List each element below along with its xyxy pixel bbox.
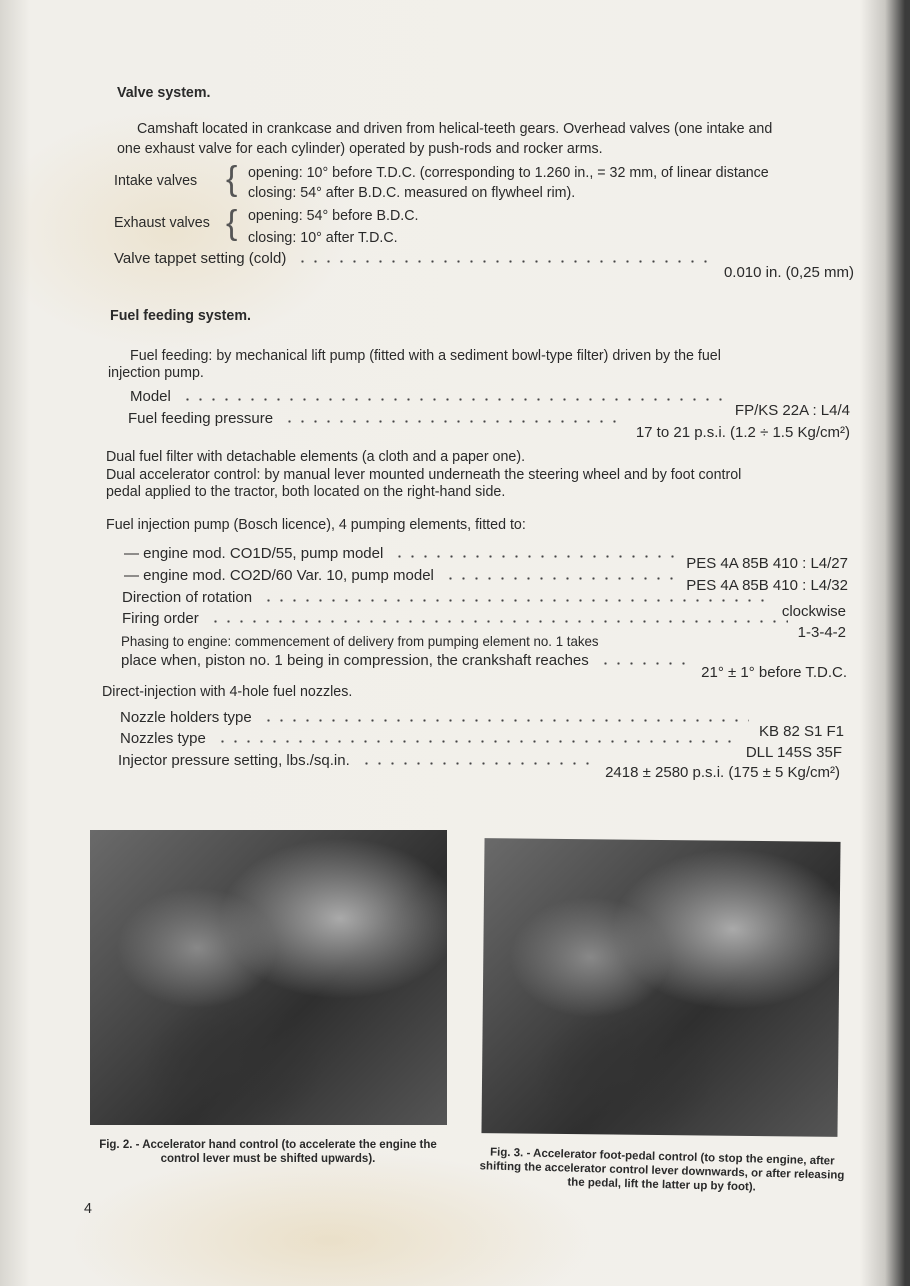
spec-value: KB 82 S1 F1: [758, 723, 844, 740]
spec-label: Nozzles type: [120, 730, 206, 747]
spec-row: [118, 752, 840, 781]
spec-label: Direction of rotation: [122, 589, 253, 606]
spec-row: [122, 610, 846, 641]
accelerator-line2: pedal applied to the tractor, both located on the right-hand side.: [106, 483, 506, 500]
leader-dots: [262, 719, 749, 722]
spec-value: 2418 ± 2580 p.s.i. (175 ± 5 Kg/cm²): [605, 764, 840, 781]
figure-3-caption: Fig. 3. - Accelerator foot-pedal control (to stop the engine, after shifting the accelerator control lever downwards, or after releasing the pedal, lift the latter up by foot).: [479, 1146, 845, 1194]
phasing-row: [121, 652, 847, 681]
spec-row: [124, 545, 848, 572]
exhaust-valves-label: Exhaust valves: [114, 214, 210, 231]
spec-value: 1-3-4-2: [797, 624, 846, 641]
leader-dots: [360, 762, 595, 765]
leader-dots: [599, 662, 691, 665]
leader-dots: [444, 577, 676, 580]
spec-row: [124, 567, 848, 594]
leader-dots: [262, 599, 772, 602]
valve-paragraph-line1: Camshaft located in crankcase and driven from helical-teeth gears. Overhead valves (one intake and: [137, 120, 773, 137]
phasing-line1: Phasing to engine: commencement of delivery from pumping element no. 1 takes: [121, 633, 599, 649]
leader-dots: [181, 398, 725, 401]
page-number: 4: [84, 1200, 92, 1217]
spec-value: PES 4A 85B 410 : L4/27: [686, 555, 848, 572]
injection-pump-intro: Fuel injection pump (Bosch licence), 4 pumping elements, fitted to:: [106, 516, 526, 533]
spec-value: 21° ± 1° before T.D.C.: [701, 664, 847, 681]
leader-dots: [296, 260, 714, 263]
fuel-paragraph-line1: Fuel feeding: by mechanical lift pump (fitted with a sediment bowl-type filter) driven by the fuel: [130, 347, 721, 364]
section-heading-fuel-feeding: Fuel feeding system.: [110, 307, 251, 324]
fuel-pressure-row: [128, 410, 850, 441]
spec-label: Model: [130, 388, 171, 405]
spec-label: place when, piston no. 1 being in compression, the crankshaft reaches: [121, 652, 589, 669]
fuel-paragraph-line2: injection pump.: [108, 364, 204, 381]
spec-label: — engine mod. CO1D/55, pump model: [124, 545, 384, 562]
spec-value: 17 to 21 p.s.i. (1.2 ÷ 1.5 Kg/cm²): [635, 424, 850, 441]
tappet-setting-row: [114, 250, 854, 281]
spec-value: 0.010 in. (0,25 mm): [723, 264, 854, 281]
intake-opening: opening: 10° before T.D.C. (corresponding to 1.260 in., = 32 mm, of linear distance: [248, 164, 769, 181]
section-heading-valve-system: Valve system.: [117, 84, 211, 101]
brace-icon: {: [226, 204, 238, 242]
figure-2-photo: [90, 830, 447, 1125]
exhaust-closing: closing: 10° after T.D.C.: [248, 229, 398, 246]
spec-value: clockwise: [781, 603, 846, 620]
spec-label: — engine mod. CO2D/60 Var. 10, pump model: [124, 567, 434, 584]
spec-value: DLL 145S 35F: [745, 744, 842, 761]
leader-dots: [393, 555, 676, 558]
direct-injection-text: Direct-injection with 4-hole fuel nozzles.: [102, 683, 353, 700]
leader-dots: [209, 620, 788, 623]
leader-dots: [216, 740, 736, 743]
leader-dots: [283, 420, 626, 423]
spec-label: Fuel feeding pressure: [128, 410, 274, 427]
spec-value: PES 4A 85B 410 : L4/32: [686, 577, 848, 594]
spec-label: Valve tappet setting (cold): [114, 250, 287, 267]
accelerator-line1: Dual accelerator control: by manual lever mounted underneath the steering wheel and by foot control: [106, 466, 742, 483]
brace-icon: {: [226, 160, 238, 198]
figure-3-photo: [481, 838, 840, 1137]
intake-valves-label: Intake valves: [114, 172, 198, 189]
valve-paragraph-line2: one exhaust valve for each cylinder) operated by push-rods and rocker arms.: [117, 140, 603, 157]
spec-label: Injector pressure setting, lbs./sq.in.: [118, 752, 350, 769]
spec-label: Nozzle holders type: [120, 709, 252, 726]
figure-2-caption: Fig. 2. - Accelerator hand control (to accelerate the engine the control lever must be shifted upwards).: [99, 1139, 437, 1165]
fuel-filter-text: Dual fuel filter with detachable elements (a cloth and a paper one).: [106, 448, 526, 465]
exhaust-opening: opening: 54° before B.D.C.: [248, 207, 419, 224]
spec-label: Firing order: [122, 610, 199, 627]
intake-closing: closing: 54° after B.D.C. measured on flywheel rim).: [248, 184, 576, 201]
spec-value: FP/KS 22A : L4/4: [734, 402, 850, 419]
